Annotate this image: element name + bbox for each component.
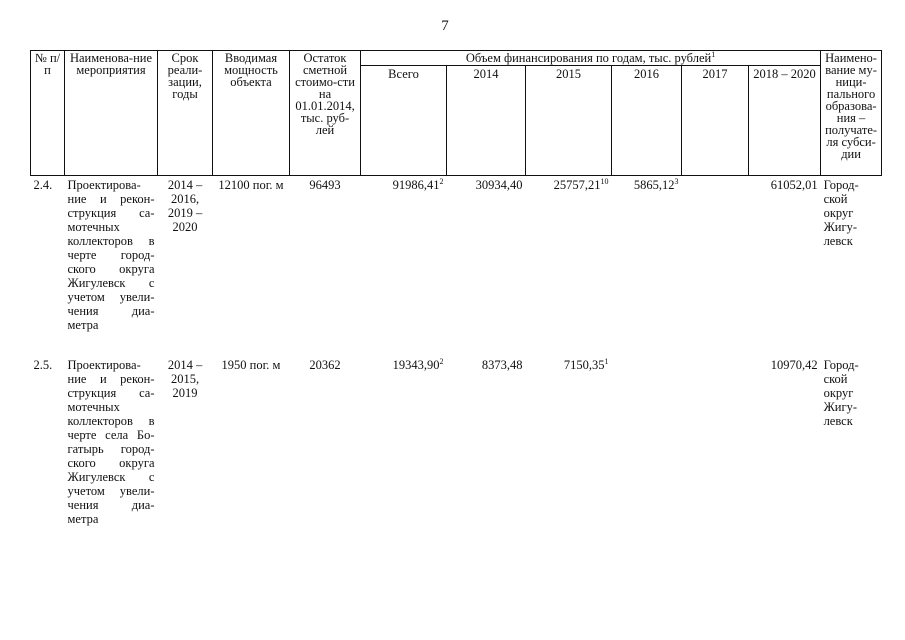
- row-2015-value: 25757,21: [553, 178, 601, 192]
- row-2017: [682, 176, 749, 335]
- row-total: [361, 176, 447, 335]
- header-recipient: Наимено-вание му-ници-пального образова-ния – получате-ля субси-дии: [821, 51, 882, 176]
- header-remaining: Остаток сметной стоимо-сти на 01.01.2014, тыс. руб-лей: [290, 51, 361, 176]
- row-2016: [612, 176, 682, 335]
- row-term: 2014 – 2015, 2019: [167, 358, 203, 400]
- header-term: Срок реали-зации, годы: [158, 51, 213, 176]
- row-recipient: Город-ской округ Жигу-левск: [823, 178, 859, 248]
- row-2015-sup: 10: [600, 176, 609, 186]
- row-2018-2020: 10970,42: [770, 358, 818, 372]
- row-capacity: 1950 пог. м: [221, 358, 281, 372]
- row-2016-value: 5865,12: [633, 178, 675, 192]
- row-spacer: [31, 334, 882, 356]
- row-remaining: 96493: [309, 178, 341, 192]
- row-total-sup: 2: [439, 176, 444, 186]
- row-2014: 30934,40: [475, 178, 523, 192]
- row-2015: [526, 176, 612, 335]
- row-total: [361, 356, 447, 528]
- header-total: Всего: [361, 66, 447, 176]
- row-2016: [612, 356, 682, 528]
- row-index: 2.5.: [33, 358, 53, 372]
- row-2015-sup: 1: [604, 356, 609, 366]
- row-2014: 8373,48: [481, 358, 523, 372]
- table-row: [31, 356, 882, 528]
- header-number: № п/п: [31, 51, 65, 176]
- header-name: Наименова-ние мероприятия: [65, 51, 158, 176]
- row-2017: [682, 356, 749, 528]
- row-total-sup: 2: [439, 356, 444, 366]
- header-2016: 2016: [612, 66, 682, 176]
- row-total-value: 91986,41: [392, 178, 440, 192]
- header-financing-label: Объем финансирования по годам, тыс. рублей: [465, 51, 712, 65]
- row-2018-2020: 61052,01: [770, 178, 818, 192]
- header-2015: 2015: [526, 66, 612, 176]
- row-index: 2.4.: [33, 178, 53, 192]
- row-2015: [526, 356, 612, 528]
- header-capacity: Вводимая мощность объекта: [213, 51, 290, 176]
- row-total-value: 19343,90: [392, 358, 440, 372]
- row-name: Проектирова-ние и рекон-струкция са-мотечных коллекторов в черте села Бо-гатырь город-ского округа Жигулевск с учетом увели-чения диа-метра: [67, 358, 155, 526]
- row-term: 2014 – 2016, 2019 – 2020: [167, 178, 203, 234]
- header-2018-2020: 2018 – 2020: [749, 66, 821, 176]
- row-capacity: 12100 пог. м: [218, 178, 284, 192]
- row-name: Проектирова-ние и рекон-струкция са-мотечных коллекторов в черте город-ского округа Жигулевск с учетом увели-чения диа-метра: [67, 178, 155, 332]
- header-financing: [361, 51, 821, 66]
- row-remaining: 20362: [309, 358, 341, 372]
- financing-table: [30, 50, 882, 528]
- row-2016-sup: 3: [674, 176, 679, 186]
- page-number: 7: [441, 18, 449, 34]
- table-row: [31, 176, 882, 335]
- header-2017: 2017: [682, 66, 749, 176]
- row-recipient: Город-ской округ Жигу-левск: [823, 358, 859, 428]
- row-2015-value: 7150,35: [563, 358, 605, 372]
- header-financing-sup: 1: [711, 49, 716, 59]
- header-2014: 2014: [447, 66, 526, 176]
